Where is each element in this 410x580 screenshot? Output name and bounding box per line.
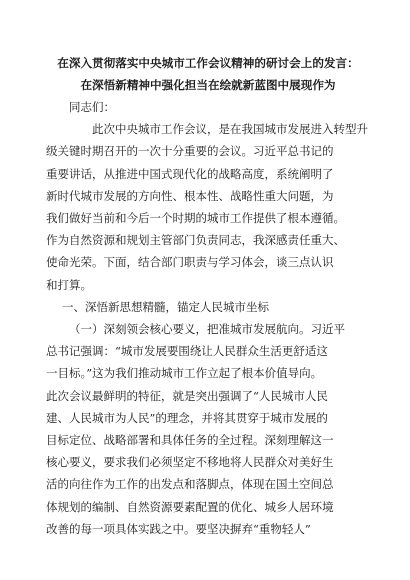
paragraph-line: 改善的每一项具体实践之中。要坚决摒弃“重物轻人” [46, 521, 311, 536]
paragraph-line: 新时代城市发展的方向性、根本性、战略性重大问题，为 [46, 188, 334, 203]
paragraph-line: 目标定位、战略部署和具体任务的全过程。深刻理解这一 [46, 433, 334, 448]
paragraph-line: 体规划的编制、自然资源要素配置的优化、城乡人居环境 [46, 499, 334, 514]
paragraph-line: 此次中央城市工作会议，是在我国城市发展进入转型升 [92, 122, 368, 137]
paragraph-line: 总书记强调：“城市发展要围绕让人民群众生活更舒适这 [46, 344, 328, 359]
paragraph-line: 和打算。 [46, 277, 92, 292]
paragraph-line: （一）深刻领会核心要义，把准城市发展航向。习近平 [69, 322, 345, 337]
document-title-line-1: 在深入贯彻落实中央城市工作会议精神的研讨会上的发言： [57, 56, 359, 70]
paragraph-line: 一目标。”这为我们推动城市工作立起了根本价值导向。 [46, 366, 323, 381]
paragraph-line: 重要讲话，从推进中国式现代化的战略高度，系统阐明了 [46, 166, 334, 181]
paragraph-line: 作为自然资源和规划主管部门负责同志，我深感责任重大、 [46, 233, 345, 248]
paragraph-line: 此次会议最鲜明的特征，就是突出强调了“人民城市人民 [46, 388, 328, 403]
paragraph-2 [46, 318, 370, 540]
paragraph-line: 建、人民城市为人民”的理念，并将其贯穿于城市发展的 [46, 410, 328, 425]
document-body [46, 96, 370, 540]
paragraph-line: 活的向往作为工作的出发点和落脚点，体现在国土空间总 [46, 477, 334, 492]
section-1-heading: 一、深悟新思想精髓，锚定人民城市坐标 [62, 299, 269, 314]
paragraph-line: 核心要义，要求我们必须坚定不移地将人民群众对美好生 [46, 455, 334, 470]
document-title-line-2: 在深悟新精神中强化担当在绘就新蓝图中展现作为 [80, 78, 336, 92]
greeting: 同志们： [69, 100, 115, 114]
paragraph-1 [46, 118, 370, 296]
paragraph-line: 我们做好当前和今后一个时期的城市工作提供了根本遵循。 [46, 211, 345, 226]
paragraph-line: 级关键时期召开的一次十分重要的会议。习近平总书记的 [46, 144, 334, 159]
paragraph-line: 使命光荣。下面，结合部门职责与学习体会，谈三点认识 [46, 255, 334, 270]
